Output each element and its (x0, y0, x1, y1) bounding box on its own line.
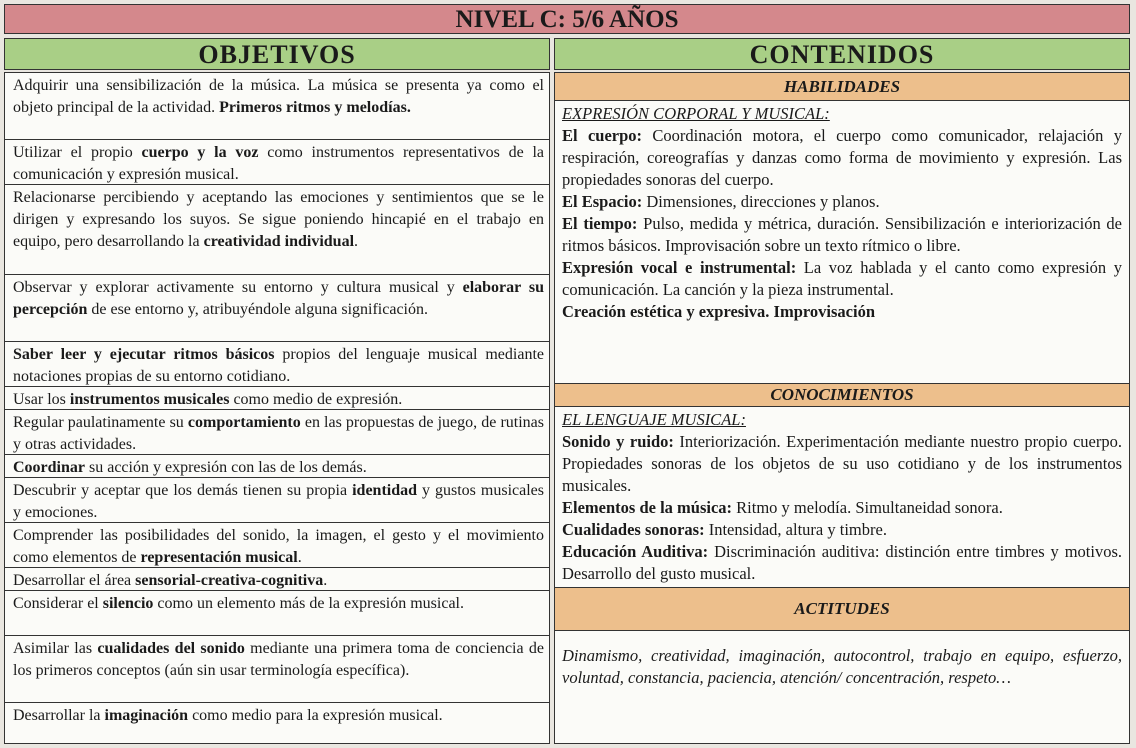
conocimiento-entry (562, 497, 1122, 519)
objetivo-text: Considerar el (13, 595, 103, 612)
page-title: NIVEL C: 5/6 AÑOS (4, 4, 1130, 34)
conocimientos-subheading: EL LENGUAJE MUSICAL: (562, 410, 746, 429)
conocimiento-entry-text: Discriminación auditiva: distinción entre timbres y motivos. Desarrollo del gusto musical. (562, 542, 1122, 583)
objetivo-emphasis: Saber leer y ejecutar ritmos básicos (13, 346, 275, 363)
habilidad-entry (562, 257, 1122, 301)
actitudes-section (555, 631, 1129, 743)
conocimiento-entry (562, 541, 1122, 585)
objetivo-text: Desarrollar el área (13, 572, 136, 589)
conocimiento-entry-label: Sonido y ruido: (562, 432, 674, 451)
actitudes-heading: ACTITUDES (555, 587, 1129, 631)
conocimiento-entry-label: Elementos de la música: (562, 498, 733, 517)
objetivo-text: como un elemento más de la expresión musical. (153, 595, 464, 612)
objetivos-list (4, 72, 550, 744)
objetivo-text: mediante una primera toma de conciencia de los primeros conceptos (aún sin usar terminología específica). (13, 640, 544, 679)
objetivo-text: . (354, 233, 359, 250)
objetivo-item (5, 636, 549, 703)
contenidos-panel (554, 72, 1130, 744)
objetivos-heading: OBJETIVOS (4, 38, 550, 70)
objetivo-emphasis: creatividad individual (203, 233, 355, 250)
objetivo-emphasis: elaborar su percepción (13, 279, 545, 318)
conocimiento-entry (562, 519, 1122, 541)
conocimiento-entry (562, 431, 1122, 497)
objetivo-emphasis: Coordinar (13, 459, 85, 476)
habilidad-entry-label: El Espacio: (562, 192, 643, 211)
objetivo-item (5, 455, 549, 478)
objetivo-emphasis: sensorial-creativa-cognitiva (135, 572, 324, 589)
objetivo-item (5, 387, 549, 410)
objetivo-text: propios del lenguaje musical mediante notaciones propias de su entorno cotidiano. (13, 346, 544, 385)
objetivo-text: Desarrollar la (13, 707, 105, 724)
objetivo-emphasis: representación musical (140, 549, 298, 566)
habilidad-entry-text: Coordinación motora, el cuerpo como comunicador, relajación y respiración, coreografías y danzas como forma de movimiento y expresión. Las propiedades sonoras del cuerpo. (562, 126, 1122, 189)
objetivo-text: . (323, 572, 328, 589)
objetivo-text: y gustos musicales y emociones. (13, 482, 545, 521)
habilidad-entry-text: Pulso, medida y métrica, duración. Sensibilización e interiorización de ritmos básicos. Improvisación sobre un texto rítmico o libre. (562, 214, 1122, 255)
objetivo-text: como instrumentos representativos de la comunicación y expresión musical. (13, 144, 544, 183)
actitudes-text: Dinamismo, creatividad, imaginación, autocontrol, trabajo en equipo, esfuerzo, voluntad, constancia, paciencia, atención/ concentración, respeto… (562, 646, 1122, 687)
contenidos-heading: CONTENIDOS (554, 38, 1130, 70)
objetivo-text: Comprender las posibilidades del sonido, la imagen, el gesto y el movimiento como elementos de (13, 527, 544, 566)
objetivo-emphasis: imaginación (104, 707, 189, 724)
objetivo-text: Descubrir y aceptar que los demás tienen su propia (13, 482, 353, 499)
objetivo-item (5, 523, 549, 568)
habilidad-entry-label: Creación estética y expresiva. Improvisación (562, 302, 876, 321)
conocimiento-entry-label: Educación Auditiva: (562, 542, 709, 561)
objetivo-text: Regular paulatinamente su (13, 414, 188, 431)
habilidades-subheading: EXPRESIÓN CORPORAL Y MUSICAL: (562, 104, 830, 123)
objetivo-text: de ese entorno y, atribuyéndole alguna significación. (87, 301, 428, 318)
conocimiento-entry-label: Cualidades sonoras: (562, 520, 705, 539)
habilidad-entry-text: Dimensiones, direcciones y planos. (642, 192, 880, 211)
objetivo-emphasis: silencio (102, 595, 154, 612)
habilidad-entry (562, 191, 1122, 213)
conocimientos-heading: CONOCIMIENTOS (555, 383, 1129, 407)
habilidades-heading: HABILIDADES (555, 73, 1129, 101)
habilidad-entry-text: La voz hablada y el canto como expresión y comunicación. La canción y la pieza instrumental. (562, 258, 1122, 299)
objetivo-emphasis: cuerpo y la voz (141, 144, 259, 161)
objetivo-item (5, 73, 549, 140)
habilidad-entry (562, 213, 1122, 257)
objetivo-text: . (297, 549, 302, 566)
objetivo-emphasis: identidad (352, 482, 418, 499)
habilidad-entry-label: El tiempo: (562, 214, 638, 233)
objetivo-item (5, 275, 549, 342)
objetivo-item (5, 342, 549, 387)
conocimientos-section (555, 407, 1129, 587)
objetivo-item (5, 478, 549, 523)
habilidad-entry-label: Expresión vocal e instrumental: (562, 258, 797, 277)
objetivo-item (5, 591, 549, 636)
objetivo-text: como medio de expresión. (229, 391, 403, 408)
objetivo-text: como medio para la expresión musical. (188, 707, 443, 724)
objetivo-item (5, 185, 549, 275)
conocimiento-entry-text: Ritmo y melodía. Simultaneidad sonora. (732, 498, 1003, 517)
objetivo-text: Asimilar las (13, 640, 98, 657)
objetivo-emphasis: comportamiento (187, 414, 301, 431)
objetivo-item (5, 140, 549, 185)
habilidad-entry (562, 301, 1122, 323)
objetivo-text: en las propuestas de juego, de rutinas y otras actividades. (13, 414, 544, 453)
objetivo-text: Utilizar el propio (13, 144, 142, 161)
objetivo-text: Usar los (13, 391, 70, 408)
habilidad-entry-label: El cuerpo: (562, 126, 643, 145)
conocimiento-entry-text: Intensidad, altura y timbre. (704, 520, 887, 539)
objetivo-text: Relacionarse percibiendo y aceptando las emociones y sentimientos que se le dirigen y expresando los suyos. Se sigue poniendo hincapié en el trabajo en equipo, pero desarrollando la (13, 189, 544, 250)
objetivo-item (5, 410, 549, 455)
objetivo-item (5, 703, 549, 743)
objetivo-emphasis: cualidades del sonido (97, 640, 245, 657)
habilidad-entry (562, 125, 1122, 191)
objetivo-emphasis: instrumentos musicales (69, 391, 230, 408)
objetivo-item (5, 568, 549, 591)
objetivo-emphasis: Primeros ritmos y melodías. (219, 99, 411, 116)
objetivo-text: Adquirir una sensibilización de la música. La música se presenta ya como el objeto principal de la actividad. (13, 77, 544, 116)
conocimiento-entry-text: Interiorización. Experimentación mediante nuestro propio cuerpo. Propiedades sonoras de los objetos de su uso cotidiano y de los instrumentos musicales. (562, 432, 1123, 495)
habilidades-section (555, 101, 1129, 383)
objetivo-text: su acción y expresión con las de los demás. (85, 459, 367, 476)
objetivo-text: Observar y explorar activamente su entorno y cultura musical y (13, 279, 463, 296)
